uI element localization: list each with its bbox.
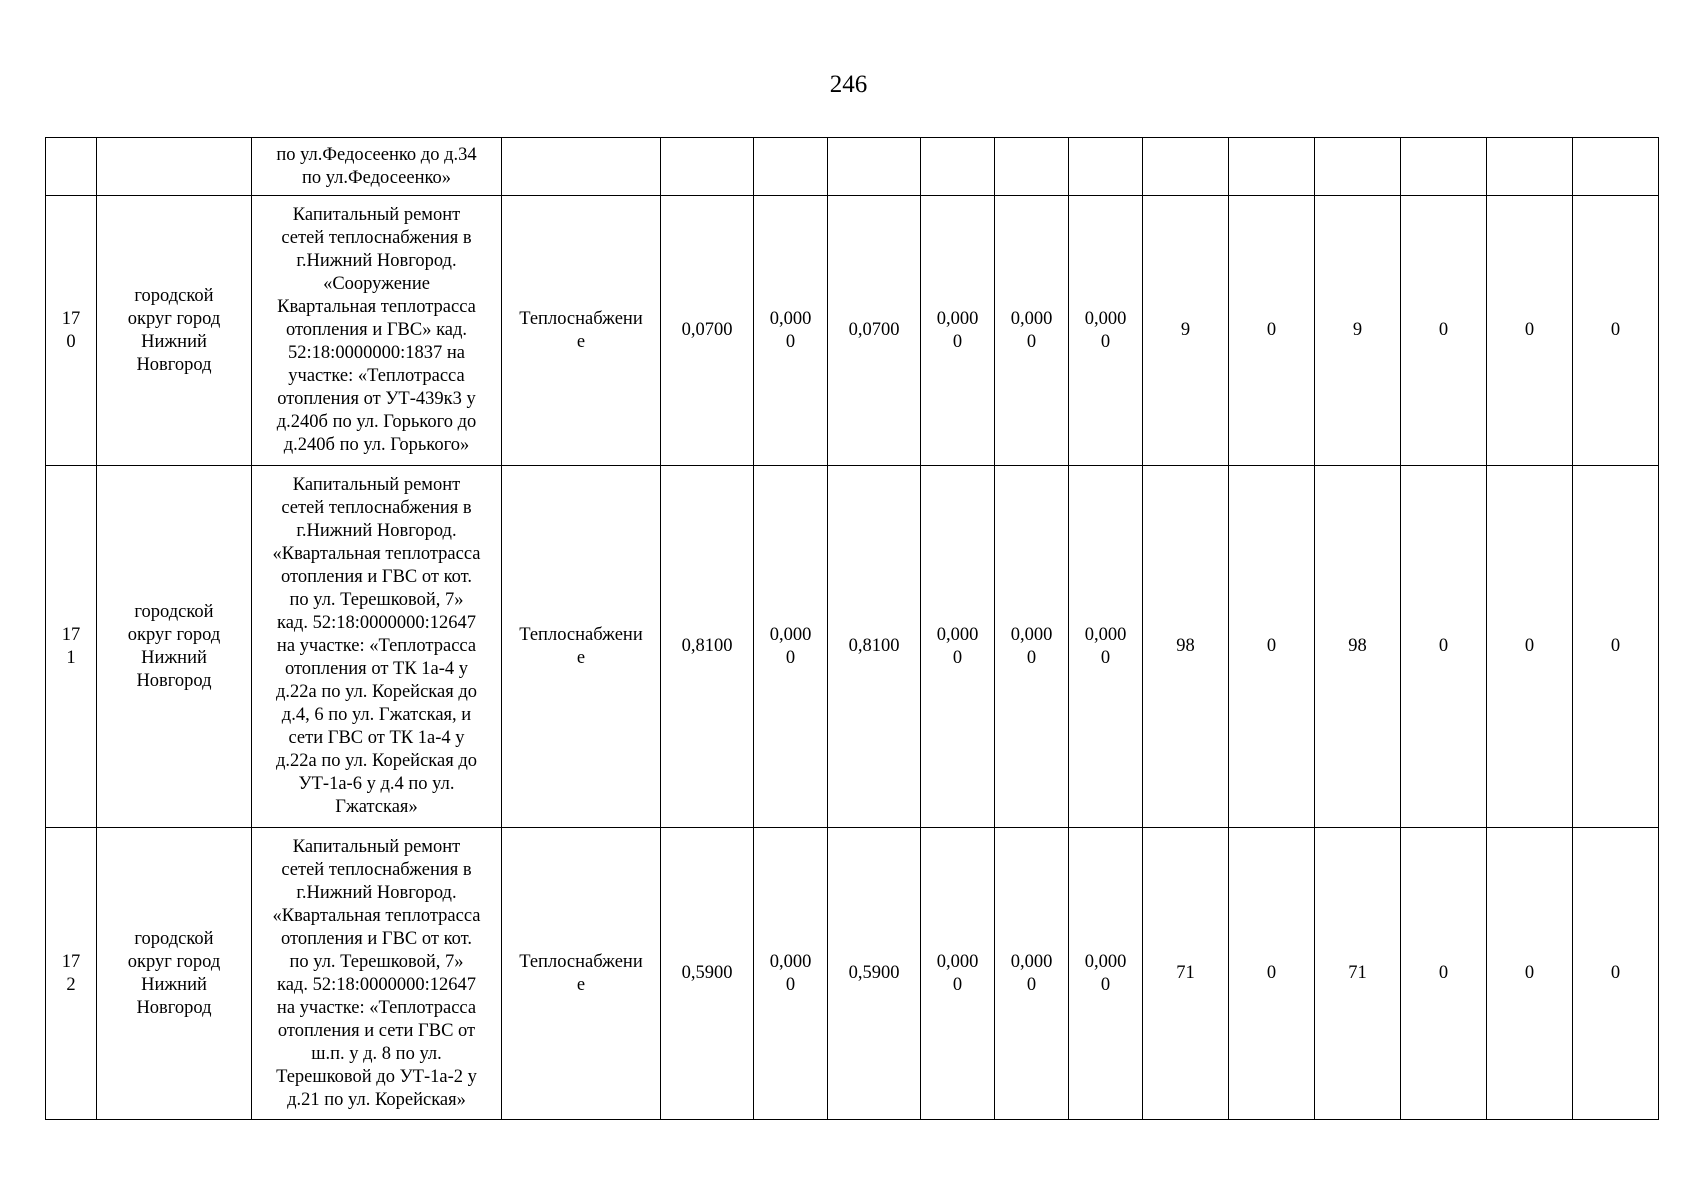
value-cell: 0,5900: [828, 828, 921, 1120]
municipality-cell: городской округ город Нижний Новгород: [97, 196, 252, 466]
value-cell: 71: [1143, 828, 1229, 1120]
description-cell: Капитальный ремонт сетей теплоснабжения в г.Нижний Новгород. «Сооружение Квартальная теплотрасса отопления и ГВС» кад. 52:18:0000000:1837 на участке: «Теплотрасса отопления от УТ-439к3 у д.240б по ул. Горького до д.240б по ул. Горького»: [252, 196, 502, 466]
value-cell: 0: [1573, 196, 1659, 466]
value-cell: [921, 138, 995, 196]
value-cell: 0,8100: [661, 466, 754, 828]
value-cell: 0,000 0: [921, 828, 995, 1120]
value-cell: 0,000 0: [754, 466, 828, 828]
value-cell: 0,000 0: [921, 196, 995, 466]
value-cell: 0: [1401, 828, 1487, 1120]
category-cell: Теплоснабжени е: [502, 466, 661, 828]
value-cell: [1143, 138, 1229, 196]
value-cell: 0,0700: [828, 196, 921, 466]
value-cell: [661, 138, 754, 196]
value-cell: 0,5900: [661, 828, 754, 1120]
category-cell: [502, 138, 661, 196]
value-cell: 0,000 0: [1069, 466, 1143, 828]
value-cell: 0,000 0: [754, 828, 828, 1120]
value-cell: 0,0700: [661, 196, 754, 466]
value-cell: 0,8100: [828, 466, 921, 828]
table-row: [46, 466, 1659, 828]
value-cell: 98: [1315, 466, 1401, 828]
value-cell: 0: [1487, 466, 1573, 828]
value-cell: [754, 138, 828, 196]
value-cell: [1315, 138, 1401, 196]
description-cell: Капитальный ремонт сетей теплоснабжения в г.Нижний Новгород. «Квартальная теплотрасса отопления и ГВС от кот. по ул. Терешковой, 7» кад. 52:18:0000000:12647 на участке: «Теплотрасса отопления и сети ГВС от ш.п. у д. 8 по ул. Терешковой до УТ-1а-2 у д.21 по ул. Корейская»: [252, 828, 502, 1120]
value-cell: 0,000 0: [1069, 196, 1143, 466]
value-cell: [828, 138, 921, 196]
value-cell: 9: [1143, 196, 1229, 466]
value-cell: 0: [1229, 828, 1315, 1120]
value-cell: 0,000 0: [995, 828, 1069, 1120]
page-number: 246: [829, 71, 868, 98]
value-cell: 0: [1401, 196, 1487, 466]
value-cell: 0,000 0: [921, 466, 995, 828]
value-cell: 0: [1573, 828, 1659, 1120]
value-cell: 98: [1143, 466, 1229, 828]
value-cell: 0,000 0: [754, 196, 828, 466]
value-cell: [1487, 138, 1573, 196]
municipality-cell: городской округ город Нижний Новгород: [97, 466, 252, 828]
value-cell: 0: [1487, 196, 1573, 466]
description-cell: по ул.Федосеенко до д.34 по ул.Федосеенко»: [252, 138, 502, 196]
value-cell: 0: [1229, 466, 1315, 828]
value-cell: [1573, 138, 1659, 196]
value-cell: [1401, 138, 1487, 196]
table-row: [46, 138, 1659, 196]
value-cell: 9: [1315, 196, 1401, 466]
row-number: 17 0: [46, 196, 97, 466]
value-cell: [995, 138, 1069, 196]
value-cell: 0: [1487, 828, 1573, 1120]
value-cell: 71: [1315, 828, 1401, 1120]
value-cell: [1229, 138, 1315, 196]
value-cell: 0: [1229, 196, 1315, 466]
value-cell: [1069, 138, 1143, 196]
table-row: [46, 828, 1659, 1120]
data-table: [45, 137, 1659, 1120]
value-cell: 0,000 0: [995, 466, 1069, 828]
municipality-cell: [97, 138, 252, 196]
municipality-cell: городской округ город Нижний Новгород: [97, 828, 252, 1120]
row-number: [46, 138, 97, 196]
value-cell: 0: [1573, 466, 1659, 828]
value-cell: 0,000 0: [995, 196, 1069, 466]
description-cell: Капитальный ремонт сетей теплоснабжения в г.Нижний Новгород. «Квартальная теплотрасса отопления и ГВС от кот. по ул. Терешковой, 7» кад. 52:18:0000000:12647 на участке: «Теплотрасса отопления от ТК 1а-4 у д.22а по ул. Корейская до д.4, 6 по ул. Гжатская, и сети ГВС от ТК 1а-4 у д.22а по ул. Корейская до УТ-1а-6 у д.4 по ул. Гжатская»: [252, 466, 502, 828]
value-cell: 0,000 0: [1069, 828, 1143, 1120]
table-row: [46, 196, 1659, 466]
value-cell: 0: [1401, 466, 1487, 828]
row-number: 17 2: [46, 828, 97, 1120]
row-number: 17 1: [46, 466, 97, 828]
category-cell: Теплоснабжени е: [502, 196, 661, 466]
category-cell: Теплоснабжени е: [502, 828, 661, 1120]
